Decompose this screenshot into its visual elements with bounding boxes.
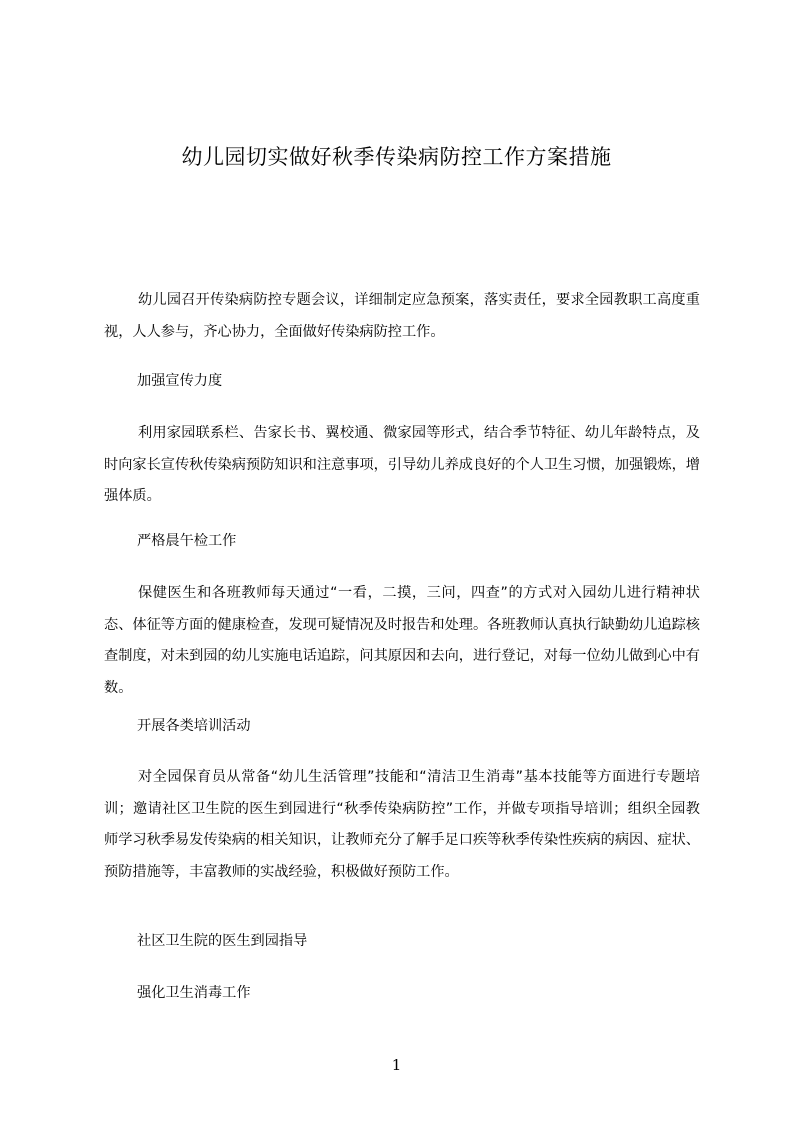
section-heading-doctor-guidance: 社区卫生院的医生到园指导 — [137, 933, 308, 949]
paragraph-meeting: 幼儿园召开传染病防控专题会议，详细制定应急预案，落实责任，要求全园教职工高度重视，人人参与，齐心协力，全面做好传染病防控工作。 — [104, 292, 700, 340]
document-title: 幼儿园切实做好秋季传染病防控工作方案措施 — [181, 145, 612, 169]
section-heading-disinfection: 强化卫生消毒工作 — [137, 985, 251, 1001]
paragraph-training: 对全园保育员从常备“幼儿生活管理”技能和“清洁卫生消毒”基本技能等方面进行专题培训；邀请社区卫生院的医生到园进行“秋季传染病防控”工作，并做专项指导培训；组织全园教师学习秋季易发传染病的相关知识，让教师充分了解手足口疾等秋季传染性疾病的病因、症状、预防措施等，丰富教师的实战经验，积极做好预防工作。 — [104, 769, 700, 880]
paragraph-publicity: 利用家园联系栏、告家长书、翼校通、微家园等形式，结合季节特征、幼儿年龄特点，及时向家长宣传秋传染病预防知识和注意事项，引导幼儿养成良好的个人卫生习惯，加强锻炼，增强体质。 — [104, 425, 700, 504]
section-heading-publicity: 加强宣传力度 — [137, 373, 223, 389]
page-number: 1 — [391, 1056, 402, 1074]
paragraph-morning-check: 保健医生和各班教师每天通过“一看，二摸，三问，四查”的方式对入园幼儿进行精神状态、体征等方面的健康检查，发现可疑情况及时报告和处理。各班教师认真执行缺勤幼儿追踪核查制度，对未到园的幼儿实施电话追踪，问其原因和去向，进行登记，对每一位幼儿做到心中有数。 — [104, 585, 700, 696]
section-heading-morning-check: 严格晨午检工作 — [137, 533, 237, 549]
section-heading-training: 开展各类培训活动 — [137, 718, 251, 734]
